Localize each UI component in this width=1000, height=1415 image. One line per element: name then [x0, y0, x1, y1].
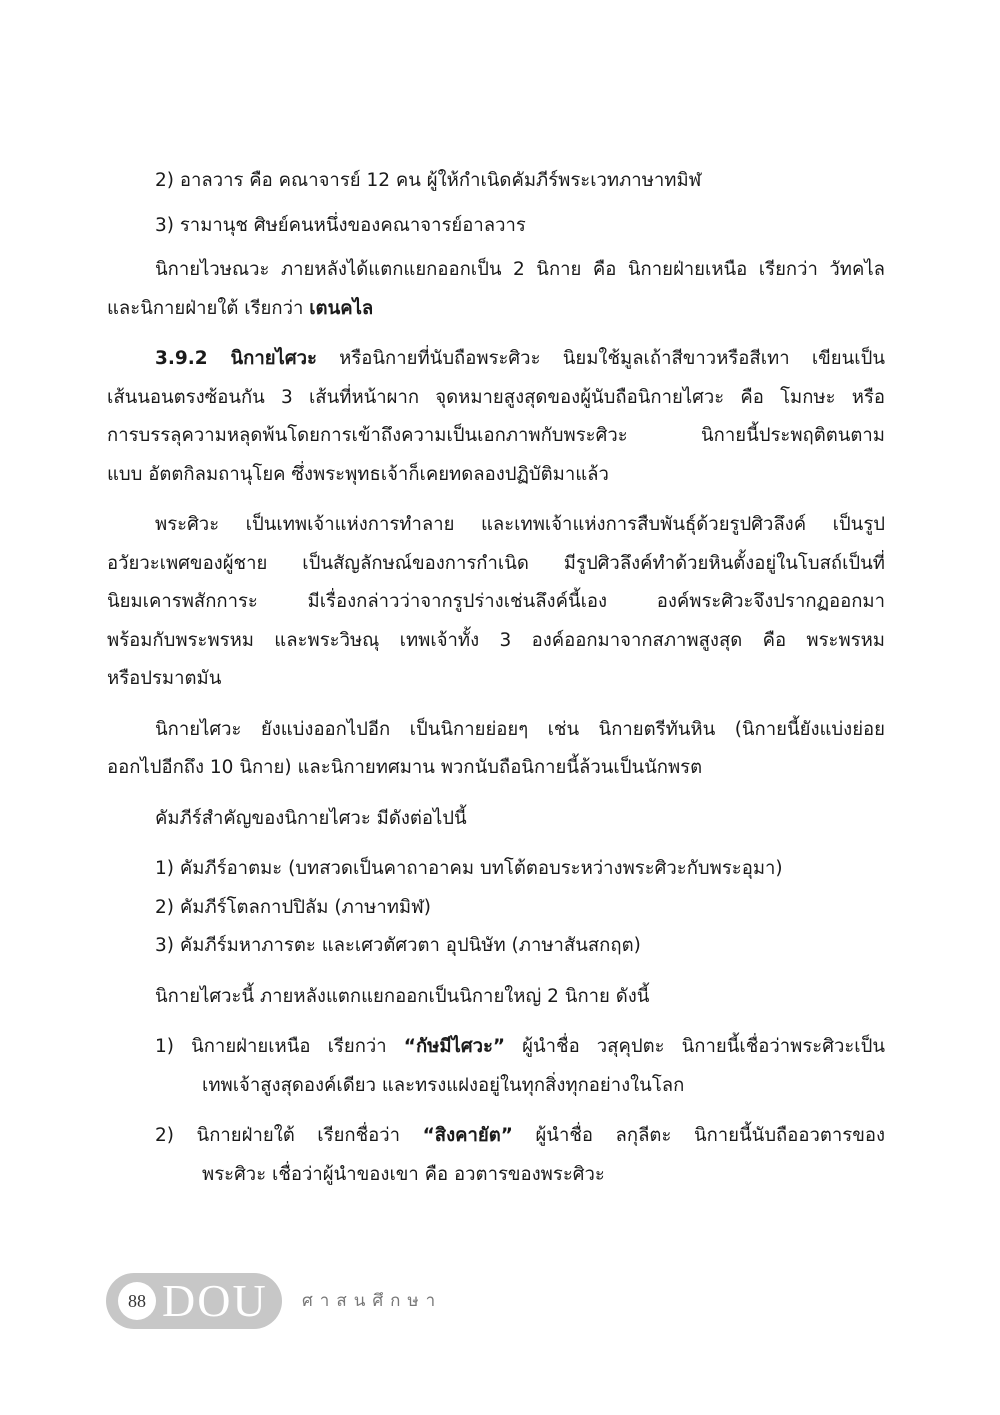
course-title: ศาสนศึกษา	[302, 1291, 443, 1311]
term-bold: “สิงคายัต”	[422, 1125, 513, 1146]
list-item: 1) คัมภีร์อาตมะ (บทสวดเป็นคาถาอาคม บทโต้ตอบระหว่างพระศิวะกับพระอุมา)	[155, 858, 783, 879]
dou-logo: DOU	[162, 1275, 268, 1326]
list-item: 3) คัมภีร์มหาภารตะ และเศวตัศวตา อุปนิษัท (ภาษาสันสกฤต)	[155, 935, 641, 956]
term-bold: เตนคไล	[309, 297, 374, 319]
page-number: 88	[118, 1282, 156, 1320]
list-item: 2) นิกายฝ่ายใต้ เรียกชื่อว่า “สิงคายัต” ผู้นำชื่อ ลกุลีตะ นิกายนี้นับถืออวตารของ	[155, 1125, 885, 1146]
paragraph-line: นิกายไศวะนี้ ภายหลังแตกแยกออกเป็นนิกายใหญ่ 2 นิกาย ดังนี้	[155, 985, 650, 1007]
paragraph-line: อวัยวะเพศของผู้ชาย เป็นสัญลักษณ์ของการกำเนิด มีรูปศิวลึงค์ทำด้วยหินตั้งอยู่ในโบสถ์เป็นที่	[107, 552, 885, 574]
section-heading: 3.9.2 นิกายไศวะ	[155, 348, 317, 369]
list-item-continuation: พระศิวะ เชื่อว่าผู้นำของเขา คือ อวตารของพระศิวะ	[202, 1163, 605, 1185]
paragraph-line: นิยมเคารพสักการะ มีเรื่องกล่าวว่าจากรูปร่างเช่นลึงค์นี้เอง องค์พระศิวะจึงปรากฏออกมา	[107, 591, 885, 612]
paragraph-line: นิกายไศวะ ยังแบ่งออกไปอีก เป็นนิกายย่อยๆ เช่น นิกายตรีทันหิน (นิกายนี้ยังแบ่งย่อย	[155, 718, 885, 740]
paragraph-line: การบรรลุความหลุดพ้นโดยการเข้าถึงความเป็นเอกภาพกับพระศิวะ นิกายนี้ประพฤติตนตาม	[107, 425, 885, 446]
paragraph-line: คัมภีร์สำคัญของนิกายไศวะ มีดังต่อไปนี้	[155, 807, 467, 829]
paragraph-line: หรือปรมาตมัน	[107, 668, 222, 689]
paragraph-line: ออกไปอีกถึง 10 นิกาย) และนิกายทศมาน พวกนับถือนิกายนี้ล้วนเป็นนักพรต	[107, 757, 703, 778]
paragraph-line: นิกายไวษณวะ ภายหลังได้แตกแยกออกเป็น 2 นิกาย คือ นิกายฝ่ายเหนือ เรียกว่า วัทคไล	[155, 259, 885, 280]
dou-logo-badge	[106, 1273, 282, 1329]
paragraph-line: เส้นนอนตรงซ้อนกัน 3 เส้นที่หน้าผาก จุดหมายสูงสุดของผู้นับถือนิกายไศวะ คือ โมกษะ หรือ	[107, 386, 885, 408]
list-item: 3) รามานุช ศิษย์คนหนึ่งของคณาจารย์อาลวาร	[155, 214, 526, 236]
page-footer	[106, 1273, 506, 1329]
paragraph-line: และนิกายฝ่ายใต้ เรียกว่า เตนคไล	[107, 297, 374, 319]
term-bold: “กัษมีไศวะ”	[403, 1036, 506, 1057]
list-item: 2) คัมภีร์โตลกาปปิลัม (ภาษาทมิฬ)	[155, 896, 431, 918]
list-item: 2) อาลวาร คือ คณาจารย์ 12 คน ผู้ให้กำเนิดคัมภีร์พระเวทภาษาทมิฬ	[155, 170, 702, 191]
paragraph-line: แบบ อัตตกิลมถานุโยค ซึ่งพระพุทธเจ้าก็เคยทดลองปฏิบัติมาแล้ว	[107, 463, 609, 485]
list-item-continuation: เทพเจ้าสูงสุดองค์เดียว และทรงแฝงอยู่ในทุกสิ่งทุกอย่างในโลก	[202, 1074, 685, 1096]
paragraph-line: พระศิวะ เป็นเทพเจ้าแห่งการทำลาย และเทพเจ้าแห่งการสืบพันธุ์ด้วยรูปศิวลึงค์ เป็นรูป	[155, 514, 885, 535]
list-item: 1) นิกายฝ่ายเหนือ เรียกว่า “กัษมีไศวะ” ผู้นำชื่อ วสุคุปตะ นิกายนี้เชื่อว่าพระศิวะเป็น	[155, 1036, 885, 1057]
body-text	[107, 162, 885, 1194]
section-heading-line: 3.9.2 นิกายไศวะ หรือนิกายที่นับถือพระศิวะ นิยมใช้มูลเถ้าสีขาวหรือสีเทา เขียนเป็น	[155, 348, 886, 369]
paragraph-line: พร้อมกับพระพรหม และพระวิษณุ เทพเจ้าทั้ง 3 องค์ออกมาจากสภาพสูงสุด คือ พระพรหม	[107, 629, 885, 651]
